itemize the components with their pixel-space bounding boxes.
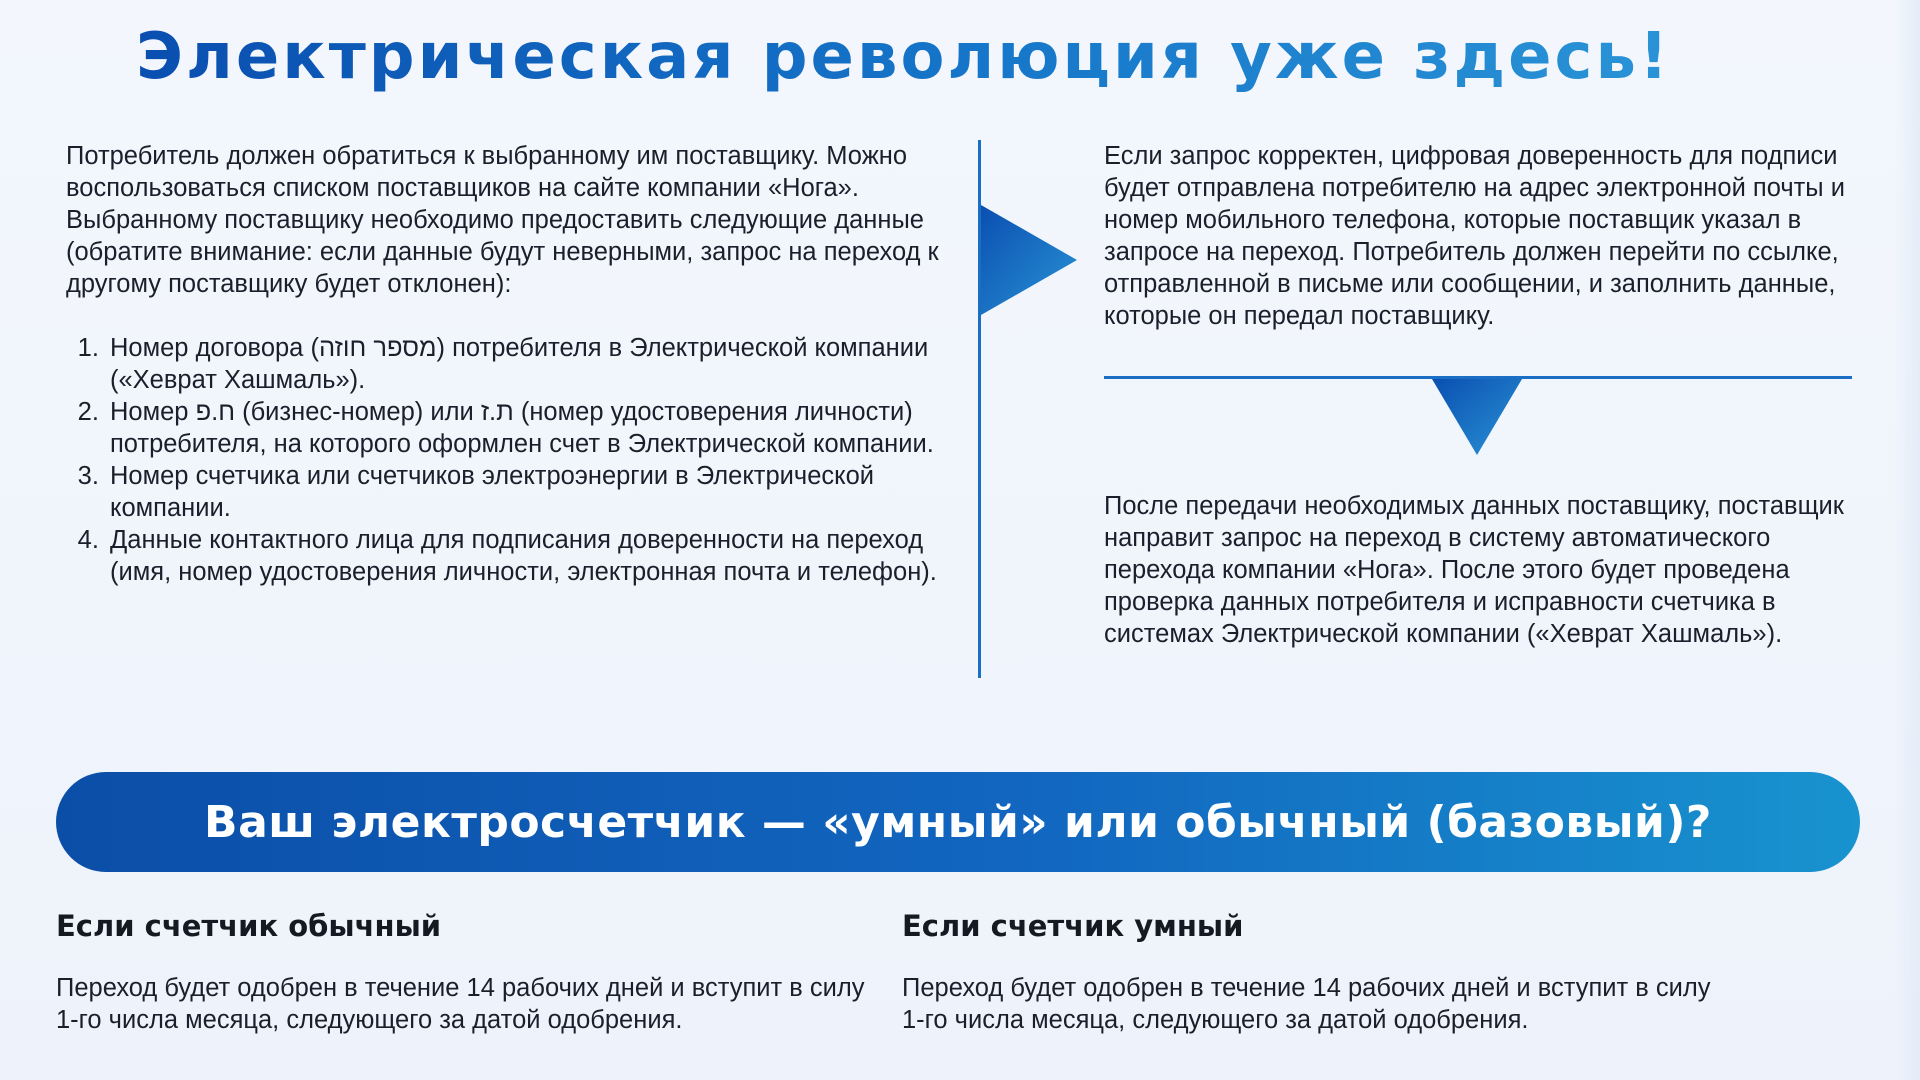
banner-title: Ваш электросчетчик — «умный» или обычный (базовый)?	[204, 796, 1712, 848]
digital-power-of-attorney-text: Если запрос корректен, цифровая доверенность для подписи будет отправлена потребителю на адрес электронной почты и номер мобильного телефона, которые поставщик указал в запросе на переход. Потребитель должен перейти по ссылке, отправленной в письме или сообщении, и заполнить данные, которые он передал поставщику.	[1104, 142, 1845, 330]
smart-meter-section	[902, 908, 1722, 1036]
transfer-request-text: После передачи необходимых данных поставщику, поставщик направит запрос на переход в систему автоматического перехода компании «Нога». После этого будет проведена проверка данных потребителя и исправности счетчика в системах Электрической компании («Хеврат Хашмаль»).	[1104, 492, 1844, 648]
supplier-request-section	[66, 140, 956, 588]
smart-meter-text: Переход будет одобрен в течение 14 рабочих дней и вступит в силу 1-го числа месяца, следующего за датой одобрения.	[902, 974, 1711, 1034]
regular-meter-text: Переход будет одобрен в течение 14 рабочих дней и вступит в силу 1-го числа месяца, следующего за датой одобрения.	[56, 974, 865, 1034]
list-item: 3. Номер счетчика или счетчиков электроэнергии в Электрической компании.	[106, 460, 956, 524]
list-item: 4. Данные контактного лица для подписания доверенности на переход (имя, номер удостоверения личности, электронная почта и телефон).	[106, 524, 956, 588]
required-data-list	[66, 332, 956, 588]
arrow-down-icon	[1432, 379, 1522, 455]
list-item: 1. Номер договора (מספר חוזה) потребителя в Электрической компании («Хеврат Хашмаль»).	[106, 332, 956, 396]
smart-meter-heading: Если счетчик умный	[902, 909, 1244, 943]
list-item: 2. Номер ח.פ (бизнес-номер) или ת.ז (номер удостоверения личности) потребителя, на которого оформлен счет в Электрической компании.	[106, 396, 956, 460]
regular-meter-section	[56, 908, 876, 1036]
arrow-right-icon	[981, 205, 1077, 315]
supplier-request-intro: Потребитель должен обратиться к выбранному им поставщику. Можно воспользоваться списком поставщиков на сайте компании «Нога». Выбранному поставщику необходимо предоставить следующие данные (обратите внимание: если данные будут неверными, запрос на переход к другому поставщику будет отклонен):	[66, 142, 939, 298]
page-edge-shade	[1894, 0, 1920, 1080]
page-title: Электрическая революция уже здесь!	[136, 20, 1672, 94]
meter-type-banner	[56, 772, 1860, 872]
regular-meter-heading: Если счетчик обычный	[56, 909, 442, 943]
